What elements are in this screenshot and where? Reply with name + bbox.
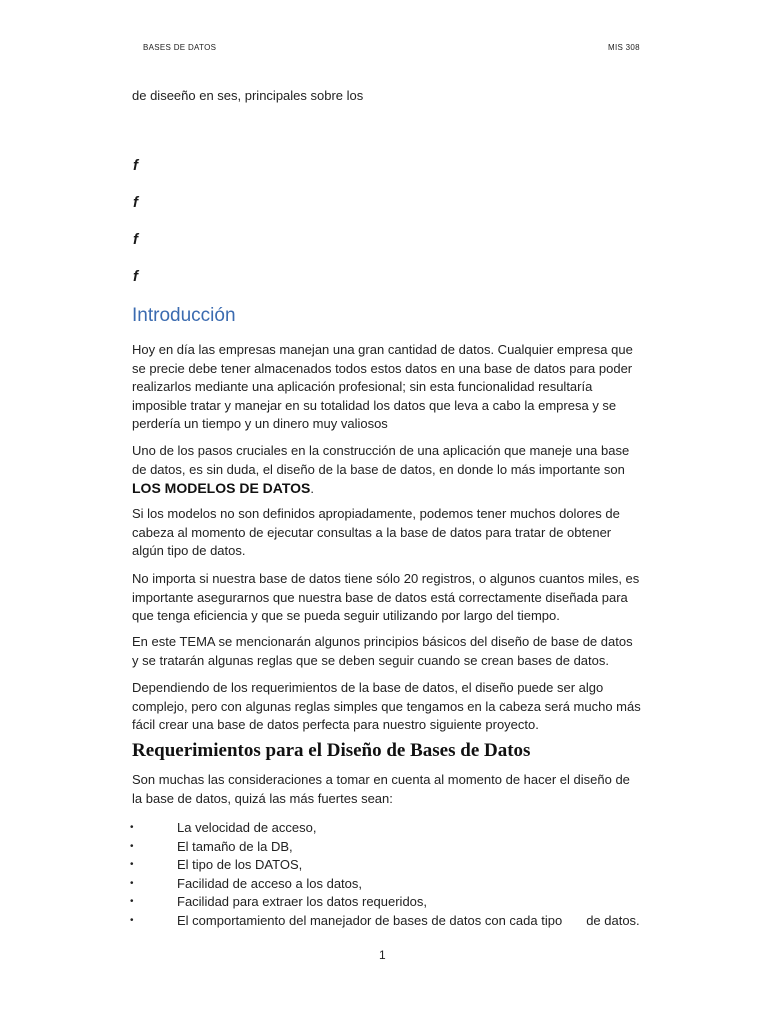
paragraph-5: En este TEMA se mencionarán algunos principios básicos del diseño de base de datos y se tratarán algunas reglas que se deben seguir cuando se crean bases de datos. — [132, 634, 633, 668]
last-bullet-tail: de datos. — [586, 912, 640, 928]
page-number: 1 — [379, 948, 386, 962]
requirements-intro: Son muchas las consideraciones a tomar en cuenta al momento de hacer el diseño de la base de datos, quizá las más fuertes sean: — [132, 772, 630, 806]
paragraph-2 — [132, 442, 642, 499]
top-line: de diseeño en ses, principales sobre los — [132, 88, 364, 103]
bullet-icon: • — [130, 840, 134, 852]
intro-heading: Introducción — [132, 305, 236, 326]
paragraph-6: Dependiendo de los requerimientos de la base de datos, el diseño puede ser algo complejo, pero con algunas reglas simples que tengamos en la cabeza será mucho más fácil crear una base de datos perfecta para nuestro siguiente proyecto. — [132, 680, 641, 733]
f-mark: f — [133, 157, 138, 174]
list-item: • Facilidad de acceso a los datos, — [130, 875, 650, 894]
bullet-icon: • — [130, 822, 134, 833]
paragraph-1: Hoy en día las empresas manejan una gran cantidad de datos. Cualquier empresa que se precie debe tener almacenados todos estos datos en una base de datos para poder realizarlos mediante una aplicación profesional; sin esta funcionalidad resultaría imposible tratar y manejar en su totalidad los datos que leva a cabo la empresa y se perdería un tiempo y un dinero muy valiosos — [132, 342, 633, 432]
list-item: • La velocidad de acceso, — [130, 819, 650, 838]
list-item: • Facilidad para extraer los datos requeridos, — [130, 893, 650, 912]
bullet-icon: • — [130, 877, 134, 889]
requirements-heading: Requerimientos para el Diseño de Bases de Datos — [132, 740, 531, 761]
bullet-icon: • — [130, 896, 134, 907]
header-left: BASES DE DATOS — [143, 43, 217, 52]
bullet-icon: • — [130, 859, 134, 870]
bullet-icon: • — [130, 914, 134, 926]
list-item: • El tipo de los DATOS, — [130, 856, 650, 875]
paragraph-2-text: Uno de los pasos cruciales en la construcción de una aplicación que maneje una base de datos, es sin duda, el diseño de la base de datos, en donde lo más importante son — [132, 443, 630, 477]
f-mark: f — [133, 194, 138, 211]
list-item: • El comportamiento del manejador de bases de datos con cada tipo de datos. — [130, 912, 650, 931]
header-right: MIS 308 — [608, 43, 640, 52]
f-mark: f — [133, 268, 138, 285]
paragraph-3: Si los modelos no son definidos apropiadamente, podemos tener muchos dolores de cabeza al momento de ejecutar consultas a la base de datos para tratar de obtener algún tipo de datos. — [132, 506, 620, 559]
models-emphasis: LOS MODELOS DE DATOS — [132, 480, 311, 497]
f-mark: f — [133, 231, 138, 248]
list-item: • El tamaño de la DB, — [130, 838, 650, 857]
paragraph-2-end: . — [310, 481, 315, 497]
requirements-list — [130, 819, 650, 930]
paragraph-4: No importa si nuestra base de datos tiene sólo 20 registros, o algunos cuantos miles, es importante asegurarnos que nuestra base de datos está correctamente diseñada para que tenga eficiencia y que se pueda seguir utilizando por largo del tiempo. — [132, 571, 640, 624]
